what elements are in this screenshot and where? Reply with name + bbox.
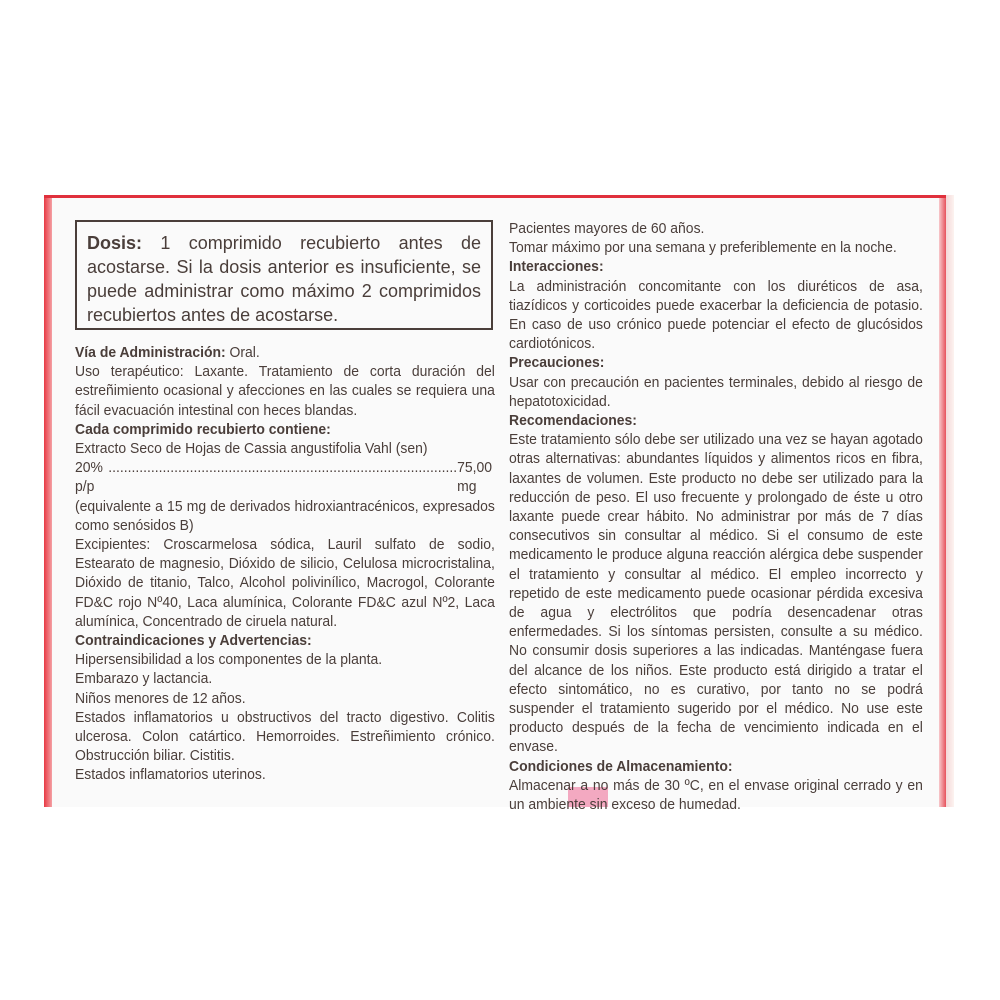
contra-item: Estados inflamatorios uterinos.	[75, 766, 266, 784]
precauciones-paragraph: Usar con precaución en pacientes terminales, debido al riesgo de hepatotoxicidad.	[509, 373, 923, 410]
almacenamiento-heading: Condiciones de Almacenamiento:	[509, 757, 733, 775]
equivalente-line: (equivalente a 15 mg de derivados hidroxiantracénicos, expresados como senósidos B)	[75, 497, 495, 534]
via-label: Vía de Administración:	[75, 344, 226, 361]
concentration-label: 20% p/p	[75, 459, 103, 496]
interacciones-heading: Interacciones:	[509, 258, 604, 276]
precauciones-heading: Precauciones:	[509, 354, 605, 372]
contra-item: Embarazo y lactancia.	[75, 670, 213, 688]
dose-text	[87, 231, 481, 327]
mayores-line: Pacientes mayores de 60 años.	[509, 220, 705, 237]
left-column	[75, 343, 495, 785]
interacciones-paragraph: La administración concomitante con los diuréticos de asa, tiazídicos y corticoides puede exacerbar la deficiencia de potasio. En caso de uso crónico puede potenciar el efecto de glucósidos cardiotónicos.	[509, 277, 923, 353]
recomendaciones-paragraph: Este tratamiento sólo debe ser utilizado una vez se hayan agotado otras alternativas: abundantes líquidos y alimentos ricos en fibra, laxantes de volumen. Este producto no debe ser utilizado para la reducción de peso. El uso frecuente y prolongado de éste u otro laxante puede crear hábito. No administrar por más de 7 días consecutivos sin consultar al médico. Si el consumo de este medicamento le produce alguna reacción alérgica debe suspender el tratamiento y consultar al médico. El empleo incorrecto y repetido de este medicamento puede ocasionar pérdida excesiva de agua y electrólitos que podría desencadenar otras enfermedades. Si los síntomas persisten, consulte a su médico. No consumir dosis superiores a las indicadas. Manténgase fuera del alcance de los niños. Este producto está dirigido a tratar el efecto sintomático, no es curativo, por tanto no se podrá suspender el tratamiento sugerido por el médico. No use este producto después de la fecha de vencimiento indicada en el envase.	[509, 431, 923, 756]
dose-description: 1 comprimido recubierto antes de acostarse. Si la dosis anterior es insuficiente, se puede administrar como máximo 2 comprimidos recubiertos antes de acostarse.	[87, 233, 481, 325]
recomendaciones-heading: Recomendaciones:	[509, 412, 637, 430]
concentration-line	[75, 458, 495, 496]
right-column	[509, 219, 923, 814]
dose-label: Dosis:	[87, 233, 143, 253]
via-administracion	[75, 343, 495, 362]
contra-item: Estados inflamatorios u obstructivos del tracto digestivo. Colitis ulcerosa. Colon catártico. Hemorroides. Estreñimiento crónico. Obstrucción biliar. Cistitis.	[75, 708, 495, 765]
almacenamiento-paragraph: Almacenar a no más de 30 ºC, en el envase original cerrado y en un ambiente sin exceso de humedad.	[509, 776, 923, 814]
via-value: Oral.	[225, 344, 260, 361]
cada-comprimido-heading: Cada comprimido recubierto contiene:	[75, 420, 331, 438]
contraindicaciones-heading: Contraindicaciones y Advertencias:	[75, 632, 312, 650]
concentration-value: 75,00 mg	[457, 459, 493, 496]
contra-item: Hipersensibilidad a los componentes de la planta.	[75, 651, 383, 669]
contra-item: Niños menores de 12 años.	[75, 689, 246, 707]
tomar-line: Tomar máximo por una semana y preferiblemente en la noche.	[509, 239, 897, 257]
extracto-line: Extracto Seco de Hojas de Cassia angustifolia Vahl (sen)	[75, 440, 428, 458]
leader-dots: ..........................................................................................	[108, 459, 458, 477]
excipientes-paragraph: Excipientes: Croscarmelosa sódica, Lauril sulfato de sodio, Estearato de magnesio, Dióxido de silicio, Celulosa microcristalina, Dióxido de titanio, Talco, Alcohol polivinílico, Macrogol, Colorante FD&C rojo Nº40, Laca alumínica, Colorante FD&C azul Nº2, Laca alumínica, Concentrado de ciruela natural.	[75, 536, 495, 630]
uso-terapeutico: Uso terapéutico: Laxante. Tratamiento de corta duración del estreñimiento ocasional y afecciones en las cuales se requiera una fácil evacuación intestinal con heces blandas.	[75, 363, 495, 419]
package-side-edge	[946, 195, 954, 807]
red-left-edge	[44, 198, 52, 807]
dose-box	[75, 220, 493, 330]
